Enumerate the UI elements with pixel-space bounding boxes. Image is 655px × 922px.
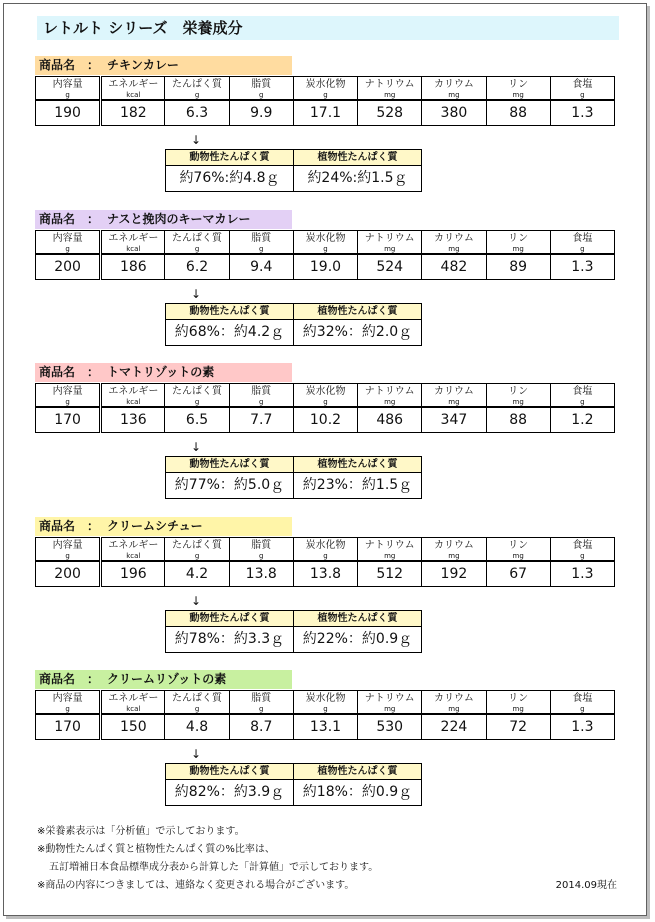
header-cell: カリウム [422,384,486,399]
unit-cell: kcal [101,245,165,254]
protein-ratio-table [165,149,422,192]
value-cell: 88 [486,407,550,433]
down-arrow-icon: ↓ [191,594,202,608]
unit-cell: mg [422,245,486,254]
header-cell: 内容量 [36,691,101,706]
unit-cell: g [36,398,101,407]
plant-protein-header: 植物性たんぱく質 [294,611,422,627]
unit-cell: mg [358,552,422,561]
header-cell: 食塩 [550,691,614,706]
header-cell: たんぱく質 [165,691,229,706]
unit-cell: kcal [101,398,165,407]
product-name-label: 商品名 ： [39,519,100,533]
header-cell: 炭水化物 [293,231,357,246]
product-name: クリームリゾットの素 [107,672,227,686]
header-cell: 脂質 [229,538,293,553]
value-cell: 524 [358,254,422,280]
value-cell: 528 [358,100,422,126]
unit-cell: g [229,91,293,100]
unit-cell: mg [486,245,550,254]
product-name: ナスと挽肉のキーマカレー [107,212,251,226]
value-cell: 67 [486,561,550,587]
value-cell: 89 [486,254,550,280]
unit-cell: mg [358,705,422,714]
value-cell: 482 [422,254,486,280]
product-name: トマトリゾットの素 [107,365,215,379]
value-cell: 9.4 [229,254,293,280]
header-cell: ナトリウム [358,231,422,246]
unit-cell: g [550,398,614,407]
value-cell: 486 [358,407,422,433]
header-cell: ナトリウム [358,384,422,399]
nutrition-table [35,230,615,280]
note-analysis: ※栄養素表示は「分析値」で示しております。 [37,826,245,837]
header-cell: たんぱく質 [165,231,229,246]
unit-cell: mg [358,91,422,100]
value-cell: 530 [358,714,422,740]
value-cell: 88 [486,100,550,126]
protein-ratio-table [165,610,422,653]
unit-cell: g [165,552,229,561]
unit-cell: mg [422,552,486,561]
animal-protein-header: 動物性たんぱく質 [166,611,294,627]
unit-cell: mg [486,705,550,714]
value-cell: 1.3 [550,561,614,587]
header-cell: カリウム [422,538,486,553]
unit-cell: g [165,398,229,407]
animal-protein-value: 約76%:約4.8ｇ [166,166,294,192]
value-cell: 7.7 [229,407,293,433]
animal-protein-value: 約78%：約3.3ｇ [166,627,294,653]
product-name-bar [35,210,292,229]
plant-protein-value: 約23%：約1.5ｇ [294,473,422,499]
value-cell: 1.3 [550,714,614,740]
value-cell: 196 [101,561,165,587]
unit-cell: g [550,245,614,254]
value-cell: 380 [422,100,486,126]
product-block [35,210,652,340]
header-cell: たんぱく質 [165,77,229,92]
header-cell: 炭水化物 [293,77,357,92]
header-cell: エネルギー [101,384,165,399]
unit-cell: g [550,705,614,714]
header-cell: たんぱく質 [165,384,229,399]
protein-ratio-table [165,303,422,346]
product-block [35,670,652,800]
header-cell: エネルギー [101,77,165,92]
header-cell: ナトリウム [358,691,422,706]
unit-cell: mg [486,91,550,100]
unit-cell: mg [422,705,486,714]
product-name: クリームシチュー [107,519,203,533]
note-change-row [37,877,617,895]
header-cell: カリウム [422,691,486,706]
unit-cell: g [293,245,357,254]
unit-cell: mg [486,398,550,407]
product-name-label: 商品名 ： [39,58,100,72]
header-cell: エネルギー [101,231,165,246]
unit-cell: g [550,552,614,561]
product-block [35,56,652,186]
header-cell: 内容量 [36,77,101,92]
unit-cell: g [229,705,293,714]
header-cell: カリウム [422,77,486,92]
unit-cell: kcal [101,552,165,561]
product-block [35,517,652,647]
value-cell: 170 [36,407,101,433]
value-cell: 186 [101,254,165,280]
unit-cell: g [550,91,614,100]
nutrition-table [35,690,615,740]
unit-cell: g [36,245,101,254]
unit-cell: g [165,91,229,100]
value-cell: 13.8 [293,561,357,587]
value-cell: 1.2 [550,407,614,433]
value-cell: 13.8 [229,561,293,587]
value-cell: 200 [36,561,101,587]
protein-ratio-table [165,456,422,499]
note-change: ※商品の内容につきましては、連絡なく変更される場合がございます。 [37,880,355,891]
animal-protein-header: 動物性たんぱく質 [166,764,294,780]
value-cell: 72 [486,714,550,740]
nutrition-table [35,537,615,587]
plant-protein-value: 約24%:約1.5ｇ [294,166,422,192]
header-cell: リン [486,538,550,553]
date-stamp: 2014.09現在 [555,880,617,891]
unit-cell: mg [358,398,422,407]
unit-cell: g [165,705,229,714]
value-cell: 1.3 [550,254,614,280]
unit-cell: g [293,398,357,407]
header-cell: 食塩 [550,77,614,92]
value-cell: 200 [36,254,101,280]
plant-protein-value: 約18%：約0.9ｇ [294,780,422,806]
unit-cell: kcal [101,705,165,714]
header-cell: ナトリウム [358,77,422,92]
unit-cell: g [229,398,293,407]
header-cell: 炭水化物 [293,538,357,553]
product-name: チキンカレー [107,58,179,72]
unit-cell: g [36,705,101,714]
animal-protein-value: 約82%：約3.9ｇ [166,780,294,806]
product-name-bar [35,517,292,536]
notes [37,823,617,895]
header-cell: 脂質 [229,691,293,706]
product-name-label: 商品名 ： [39,212,100,226]
product-block [35,363,652,493]
value-cell: 1.3 [550,100,614,126]
header-cell: 食塩 [550,384,614,399]
unit-cell: mg [486,552,550,561]
product-name-label: 商品名 ： [39,365,100,379]
header-cell: 脂質 [229,77,293,92]
header-cell: ナトリウム [358,538,422,553]
unit-cell: mg [358,245,422,254]
product-name-bar [35,363,292,382]
unit-cell: kcal [101,91,165,100]
animal-protein-header: 動物性たんぱく質 [166,150,294,166]
unit-cell: g [36,91,101,100]
value-cell: 512 [358,561,422,587]
protein-ratio-table [165,763,422,806]
value-cell: 10.2 [293,407,357,433]
page-title: レトルト シリーズ 栄養成分 [37,16,619,40]
value-cell: 182 [101,100,165,126]
animal-protein-value: 約68%：約4.2ｇ [166,320,294,346]
value-cell: 150 [101,714,165,740]
header-cell: リン [486,691,550,706]
value-cell: 6.2 [165,254,229,280]
value-cell: 347 [422,407,486,433]
header-cell: エネルギー [101,691,165,706]
header-cell: 脂質 [229,231,293,246]
animal-protein-value: 約77%：約5.0ｇ [166,473,294,499]
unit-cell: g [165,245,229,254]
product-name-bar [35,56,292,75]
header-cell: 脂質 [229,384,293,399]
header-cell: たんぱく質 [165,538,229,553]
plant-protein-value: 約22%：約0.9ｇ [294,627,422,653]
value-cell: 13.1 [293,714,357,740]
header-cell: エネルギー [101,538,165,553]
animal-protein-header: 動物性たんぱく質 [166,457,294,473]
unit-cell: g [229,245,293,254]
unit-cell: g [36,552,101,561]
value-cell: 6.3 [165,100,229,126]
animal-protein-header: 動物性たんぱく質 [166,304,294,320]
unit-cell: g [229,552,293,561]
plant-protein-header: 植物性たんぱく質 [294,457,422,473]
value-cell: 224 [422,714,486,740]
nutrition-table [35,383,615,433]
unit-cell: g [293,552,357,561]
unit-cell: g [293,705,357,714]
header-cell: 食塩 [550,231,614,246]
value-cell: 192 [422,561,486,587]
down-arrow-icon: ↓ [191,287,202,301]
value-cell: 17.1 [293,100,357,126]
plant-protein-header: 植物性たんぱく質 [294,150,422,166]
header-cell: 炭水化物 [293,384,357,399]
value-cell: 170 [36,714,101,740]
header-cell: リン [486,77,550,92]
header-cell: 内容量 [36,538,101,553]
plant-protein-value: 約32%：約2.0ｇ [294,320,422,346]
plant-protein-header: 植物性たんぱく質 [294,304,422,320]
value-cell: 19.0 [293,254,357,280]
value-cell: 4.8 [165,714,229,740]
value-cell: 9.9 [229,100,293,126]
product-name-bar [35,670,292,689]
down-arrow-icon: ↓ [191,747,202,761]
header-cell: 食塩 [550,538,614,553]
value-cell: 136 [101,407,165,433]
header-cell: 内容量 [36,231,101,246]
value-cell: 8.7 [229,714,293,740]
header-cell: カリウム [422,231,486,246]
header-cell: リン [486,384,550,399]
down-arrow-icon: ↓ [191,440,202,454]
header-cell: 炭水化物 [293,691,357,706]
note-ratio: ※動物性たんぱく質と植物性たんぱく質の%比率は、 [37,844,275,855]
nutrition-table [35,76,615,126]
header-cell: リン [486,231,550,246]
product-name-label: 商品名 ： [39,672,100,686]
down-arrow-icon: ↓ [191,133,202,147]
header-cell: 内容量 [36,384,101,399]
note-ratio-source: 五訂増補日本食品標準成分表から計算した「計算値」で示しております。 [49,862,379,873]
unit-cell: mg [422,398,486,407]
unit-cell: g [293,91,357,100]
value-cell: 190 [36,100,101,126]
value-cell: 4.2 [165,561,229,587]
plant-protein-header: 植物性たんぱく質 [294,764,422,780]
unit-cell: mg [422,91,486,100]
value-cell: 6.5 [165,407,229,433]
